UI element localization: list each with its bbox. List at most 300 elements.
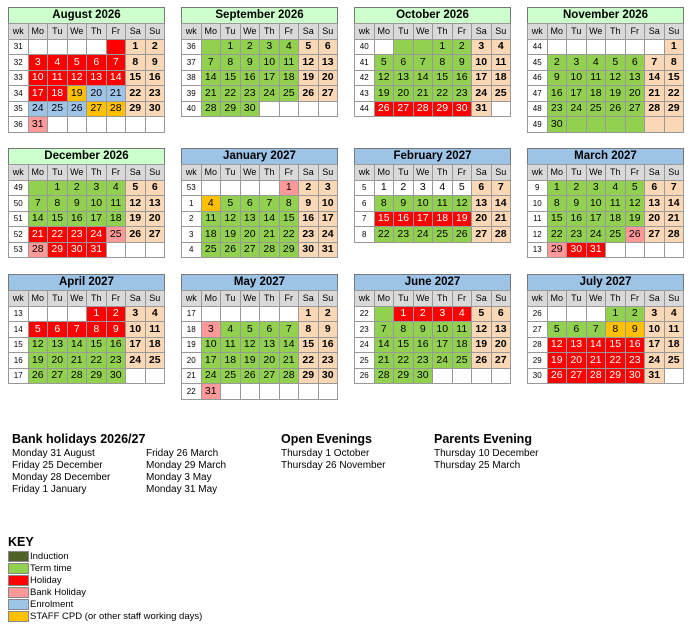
day-cell: 27	[491, 353, 511, 369]
day-cell: 5	[67, 55, 87, 71]
day-cell: 22	[433, 86, 453, 102]
weekday-header: Th	[260, 24, 280, 40]
day-cell: 26	[472, 353, 492, 369]
weekday-header: Su	[145, 24, 165, 40]
day-cell	[491, 101, 511, 117]
weekday-header: wk	[528, 291, 548, 307]
day-cell: 14	[645, 70, 665, 86]
day-cell: 10	[87, 196, 107, 212]
weekday-header: wk	[182, 165, 202, 181]
day-cell	[240, 384, 260, 400]
day-cell	[472, 368, 492, 384]
day-cell: 16	[299, 211, 319, 227]
day-cell: 13	[567, 337, 587, 353]
day-cell: 15	[279, 211, 299, 227]
day-cell: 23	[145, 86, 165, 102]
month-grid	[527, 23, 684, 133]
day-cell	[547, 306, 567, 322]
key-item	[8, 586, 202, 598]
week-number: 28	[528, 337, 548, 353]
day-cell: 5	[240, 322, 260, 338]
day-cell: 25	[491, 86, 511, 102]
day-cell: 6	[625, 55, 645, 71]
weekday-header: Th	[433, 291, 453, 307]
day-cell: 21	[279, 353, 299, 369]
day-cell	[279, 101, 299, 117]
day-cell: 8	[279, 196, 299, 212]
day-cell	[567, 306, 587, 322]
key-label: Holiday	[30, 574, 62, 586]
weekday-header: Sa	[472, 291, 492, 307]
day-cell: 29	[299, 368, 319, 384]
month-grid	[527, 164, 684, 258]
day-cell: 15	[547, 211, 567, 227]
day-cell: 14	[201, 70, 221, 86]
week-number: 42	[355, 70, 375, 86]
month-title: June 2027	[354, 274, 511, 290]
day-cell: 24	[413, 227, 433, 243]
day-cell: 9	[413, 322, 433, 338]
day-cell	[48, 117, 68, 133]
day-cell: 3	[567, 55, 587, 71]
day-cell	[374, 306, 394, 322]
day-cell	[260, 384, 280, 400]
day-cell: 17	[433, 337, 453, 353]
day-cell: 18	[221, 353, 241, 369]
day-cell: 8	[547, 196, 567, 212]
day-cell: 28	[664, 227, 684, 243]
day-cell: 12	[625, 196, 645, 212]
day-cell: 24	[472, 86, 492, 102]
day-cell: 4	[221, 322, 241, 338]
day-cell: 21	[664, 211, 684, 227]
day-cell: 12	[240, 337, 260, 353]
key-item	[8, 562, 202, 574]
day-cell: 25	[145, 353, 165, 369]
day-cell: 20	[472, 211, 492, 227]
week-number: 16	[9, 353, 29, 369]
day-cell: 26	[625, 227, 645, 243]
day-cell: 19	[374, 86, 394, 102]
day-cell: 6	[491, 306, 511, 322]
week-number: 48	[528, 101, 548, 117]
weekday-header: Mo	[28, 291, 48, 307]
day-cell: 8	[299, 322, 319, 338]
day-cell: 3	[28, 55, 48, 71]
weekday-header: Su	[664, 291, 684, 307]
weekday-header: wk	[9, 291, 29, 307]
weekday-header: Sa	[126, 291, 146, 307]
day-cell: 17	[318, 211, 338, 227]
day-cell: 11	[606, 196, 626, 212]
bank-holiday-item: Monday 3 May	[146, 472, 212, 483]
weekday-header: Fr	[279, 24, 299, 40]
month-title: December 2026	[8, 148, 165, 164]
day-cell: 20	[567, 353, 587, 369]
day-cell: 24	[260, 86, 280, 102]
day-cell: 7	[374, 322, 394, 338]
day-cell: 2	[67, 180, 87, 196]
day-cell	[433, 368, 453, 384]
day-cell: 20	[318, 70, 338, 86]
day-cell: 3	[472, 39, 492, 55]
day-cell: 11	[48, 70, 68, 86]
day-cell: 1	[221, 39, 241, 55]
week-number: 15	[9, 337, 29, 353]
weekday-header: wk	[528, 24, 548, 40]
weekday-header: Sa	[126, 24, 146, 40]
day-cell	[299, 384, 319, 400]
day-cell: 25	[586, 101, 606, 117]
day-cell: 4	[106, 180, 126, 196]
weekday-header: Sa	[299, 24, 319, 40]
day-cell: 16	[240, 70, 260, 86]
key-label: STAFF CPD (or other staff working days)	[30, 610, 203, 622]
day-cell	[126, 117, 146, 133]
week-number: 41	[355, 55, 375, 71]
day-cell: 29	[547, 242, 567, 258]
weekday-header: Tu	[394, 24, 414, 40]
day-cell: 17	[586, 211, 606, 227]
day-cell: 29	[87, 368, 107, 384]
day-cell: 19	[28, 353, 48, 369]
day-cell: 20	[87, 86, 107, 102]
day-cell: 20	[394, 86, 414, 102]
day-cell: 10	[472, 55, 492, 71]
day-cell: 7	[106, 55, 126, 71]
day-cell: 12	[472, 322, 492, 338]
day-cell: 23	[240, 86, 260, 102]
day-cell: 19	[240, 353, 260, 369]
day-cell: 18	[201, 227, 221, 243]
weekday-header: wk	[528, 165, 548, 181]
week-number: 13	[9, 306, 29, 322]
weekday-header: Tu	[567, 165, 587, 181]
day-cell	[586, 39, 606, 55]
day-cell: 4	[201, 196, 221, 212]
day-cell: 6	[87, 55, 107, 71]
bank-holidays-col1	[12, 448, 146, 496]
week-number: 20	[182, 353, 202, 369]
weekday-header: Su	[664, 24, 684, 40]
day-cell	[87, 39, 107, 55]
day-cell	[126, 368, 146, 384]
open-evening-item: Thursday 1 October	[281, 448, 370, 459]
day-cell: 18	[106, 211, 126, 227]
day-cell: 2	[106, 306, 126, 322]
day-cell: 24	[433, 353, 453, 369]
day-cell: 27	[87, 101, 107, 117]
day-cell: 15	[299, 337, 319, 353]
day-cell: 11	[586, 70, 606, 86]
day-cell	[374, 39, 394, 55]
key-label: Bank Holiday	[30, 586, 86, 598]
week-number: 38	[182, 70, 202, 86]
day-cell: 10	[586, 196, 606, 212]
weekday-header: We	[586, 24, 606, 40]
weekday-header: Tu	[567, 24, 587, 40]
weekday-header: wk	[182, 24, 202, 40]
bank-holiday-item: Monday 28 December	[12, 472, 111, 483]
day-cell: 23	[413, 353, 433, 369]
weekday-header: We	[413, 291, 433, 307]
bank-holiday-item: Monday 29 March	[146, 460, 227, 471]
day-cell: 23	[394, 227, 414, 243]
day-cell	[664, 117, 684, 133]
day-cell: 5	[374, 55, 394, 71]
day-cell: 19	[299, 70, 319, 86]
week-number: 37	[182, 55, 202, 71]
day-cell: 16	[547, 86, 567, 102]
day-cell: 8	[126, 55, 146, 71]
day-cell: 23	[106, 353, 126, 369]
week-number: 45	[528, 55, 548, 71]
day-cell	[318, 384, 338, 400]
day-cell: 12	[606, 70, 626, 86]
day-cell	[106, 39, 126, 55]
week-number: 49	[528, 117, 548, 133]
day-cell: 22	[606, 353, 626, 369]
day-cell: 12	[126, 196, 146, 212]
day-cell: 26	[28, 368, 48, 384]
day-cell: 19	[625, 211, 645, 227]
day-cell: 5	[299, 39, 319, 55]
day-cell: 7	[491, 180, 511, 196]
day-cell: 2	[318, 306, 338, 322]
day-cell: 31	[201, 384, 221, 400]
day-cell: 30	[567, 242, 587, 258]
weekday-header: wk	[355, 165, 375, 181]
day-cell: 24	[87, 227, 107, 243]
day-cell: 24	[318, 227, 338, 243]
day-cell: 14	[28, 211, 48, 227]
day-cell: 29	[48, 242, 68, 258]
day-cell: 10	[645, 322, 665, 338]
month-title: November 2026	[527, 7, 684, 23]
day-cell: 3	[586, 180, 606, 196]
day-cell: 11	[452, 322, 472, 338]
day-cell: 12	[452, 196, 472, 212]
week-number: 35	[9, 101, 29, 117]
weekday-header: Sa	[645, 165, 665, 181]
day-cell: 10	[433, 322, 453, 338]
day-cell: 23	[567, 227, 587, 243]
weekday-header: Su	[491, 165, 511, 181]
weekday-header: Th	[260, 291, 280, 307]
day-cell: 17	[472, 70, 492, 86]
day-cell: 20	[48, 353, 68, 369]
day-cell: 4	[586, 55, 606, 71]
key-title: KEY	[8, 535, 34, 549]
day-cell: 3	[318, 180, 338, 196]
day-cell	[645, 242, 665, 258]
day-cell: 1	[279, 180, 299, 196]
day-cell: 26	[67, 101, 87, 117]
day-cell: 5	[221, 196, 241, 212]
day-cell	[87, 117, 107, 133]
month-grid	[8, 164, 165, 258]
day-cell: 13	[472, 196, 492, 212]
day-cell: 15	[48, 211, 68, 227]
day-cell: 30	[106, 368, 126, 384]
day-cell: 9	[567, 196, 587, 212]
parents-evening-item: Thursday 10 December	[434, 448, 539, 459]
day-cell: 6	[567, 322, 587, 338]
day-cell: 20	[260, 353, 280, 369]
weekday-header: Tu	[48, 24, 68, 40]
day-cell: 12	[299, 55, 319, 71]
day-cell: 11	[221, 337, 241, 353]
week-number: 6	[355, 196, 375, 212]
day-cell: 6	[645, 180, 665, 196]
day-cell	[145, 368, 165, 384]
day-cell: 24	[28, 101, 48, 117]
day-cell: 23	[625, 353, 645, 369]
weekday-header: We	[413, 24, 433, 40]
week-number: 53	[182, 180, 202, 196]
day-cell	[28, 180, 48, 196]
day-cell: 27	[645, 227, 665, 243]
parents-evening-title: Parents Evening	[434, 432, 532, 446]
week-number: 7	[355, 211, 375, 227]
week-number: 9	[528, 180, 548, 196]
week-number: 36	[182, 39, 202, 55]
weekday-header: Th	[606, 165, 626, 181]
day-cell	[201, 306, 221, 322]
day-cell: 30	[145, 101, 165, 117]
day-cell: 27	[145, 227, 165, 243]
day-cell: 29	[221, 101, 241, 117]
day-cell: 10	[567, 70, 587, 86]
day-cell: 1	[664, 39, 684, 55]
weekday-header: Tu	[221, 24, 241, 40]
key-item	[8, 598, 202, 610]
day-cell	[201, 180, 221, 196]
weekday-header: Mo	[374, 165, 394, 181]
day-cell: 23	[318, 353, 338, 369]
day-cell: 14	[664, 196, 684, 212]
day-cell: 22	[221, 86, 241, 102]
week-number: 34	[9, 86, 29, 102]
open-evenings-title: Open Evenings	[281, 432, 372, 446]
week-number: 52	[9, 227, 29, 243]
week-number: 32	[9, 55, 29, 71]
day-cell: 11	[433, 196, 453, 212]
day-cell: 15	[394, 337, 414, 353]
weekday-header: Mo	[547, 165, 567, 181]
week-number: 10	[528, 196, 548, 212]
day-cell: 8	[664, 55, 684, 71]
weekday-header: Su	[491, 291, 511, 307]
day-cell: 14	[106, 70, 126, 86]
day-cell: 5	[606, 55, 626, 71]
day-cell: 25	[48, 101, 68, 117]
day-cell: 8	[87, 322, 107, 338]
day-cell: 2	[394, 180, 414, 196]
day-cell	[567, 117, 587, 133]
month-grid	[354, 23, 511, 117]
day-cell: 11	[279, 55, 299, 71]
key-swatch	[8, 599, 29, 610]
day-cell: 18	[433, 211, 453, 227]
day-cell: 10	[126, 322, 146, 338]
day-cell: 23	[299, 227, 319, 243]
weekday-header: Fr	[625, 291, 645, 307]
key-item	[8, 574, 202, 586]
weekday-header: Su	[145, 165, 165, 181]
day-cell: 16	[318, 337, 338, 353]
day-cell: 9	[240, 55, 260, 71]
day-cell: 15	[664, 70, 684, 86]
week-number: 17	[9, 368, 29, 384]
day-cell	[586, 306, 606, 322]
day-cell: 22	[374, 227, 394, 243]
day-cell: 30	[452, 101, 472, 117]
weekday-header: Su	[318, 165, 338, 181]
day-cell	[625, 242, 645, 258]
day-cell: 30	[67, 242, 87, 258]
day-cell: 9	[145, 55, 165, 71]
weekday-header: Tu	[394, 291, 414, 307]
day-cell: 8	[394, 322, 414, 338]
day-cell: 14	[279, 337, 299, 353]
day-cell	[106, 242, 126, 258]
week-number: 17	[182, 306, 202, 322]
day-cell: 16	[625, 337, 645, 353]
week-number: 31	[9, 39, 29, 55]
day-cell: 16	[413, 337, 433, 353]
day-cell: 29	[394, 368, 414, 384]
day-cell: 28	[106, 101, 126, 117]
day-cell: 12	[67, 70, 87, 86]
day-cell: 25	[433, 227, 453, 243]
weekday-header: We	[240, 24, 260, 40]
day-cell: 15	[374, 211, 394, 227]
day-cell: 17	[260, 70, 280, 86]
day-cell: 27	[48, 368, 68, 384]
day-cell: 18	[664, 337, 684, 353]
day-cell	[567, 39, 587, 55]
day-cell: 13	[491, 322, 511, 338]
day-cell: 13	[625, 70, 645, 86]
day-cell: 18	[452, 337, 472, 353]
week-number: 13	[528, 242, 548, 258]
day-cell: 30	[240, 101, 260, 117]
day-cell	[491, 368, 511, 384]
day-cell: 22	[664, 86, 684, 102]
day-cell: 16	[394, 211, 414, 227]
day-cell: 29	[126, 101, 146, 117]
day-cell: 10	[201, 337, 221, 353]
weekday-header: Th	[433, 165, 453, 181]
weekday-header: Mo	[28, 24, 48, 40]
day-cell: 4	[279, 39, 299, 55]
day-cell: 14	[260, 211, 280, 227]
day-cell: 18	[145, 337, 165, 353]
day-cell: 14	[586, 337, 606, 353]
bank-holidays-col2	[146, 448, 226, 496]
weekday-header: Tu	[48, 291, 68, 307]
week-number: 40	[182, 101, 202, 117]
day-cell: 11	[491, 55, 511, 71]
week-number: 11	[528, 211, 548, 227]
day-cell: 30	[299, 242, 319, 258]
day-cell: 5	[547, 322, 567, 338]
day-cell: 1	[374, 180, 394, 196]
weekday-header: Sa	[472, 165, 492, 181]
day-cell: 13	[394, 70, 414, 86]
day-cell: 28	[260, 242, 280, 258]
